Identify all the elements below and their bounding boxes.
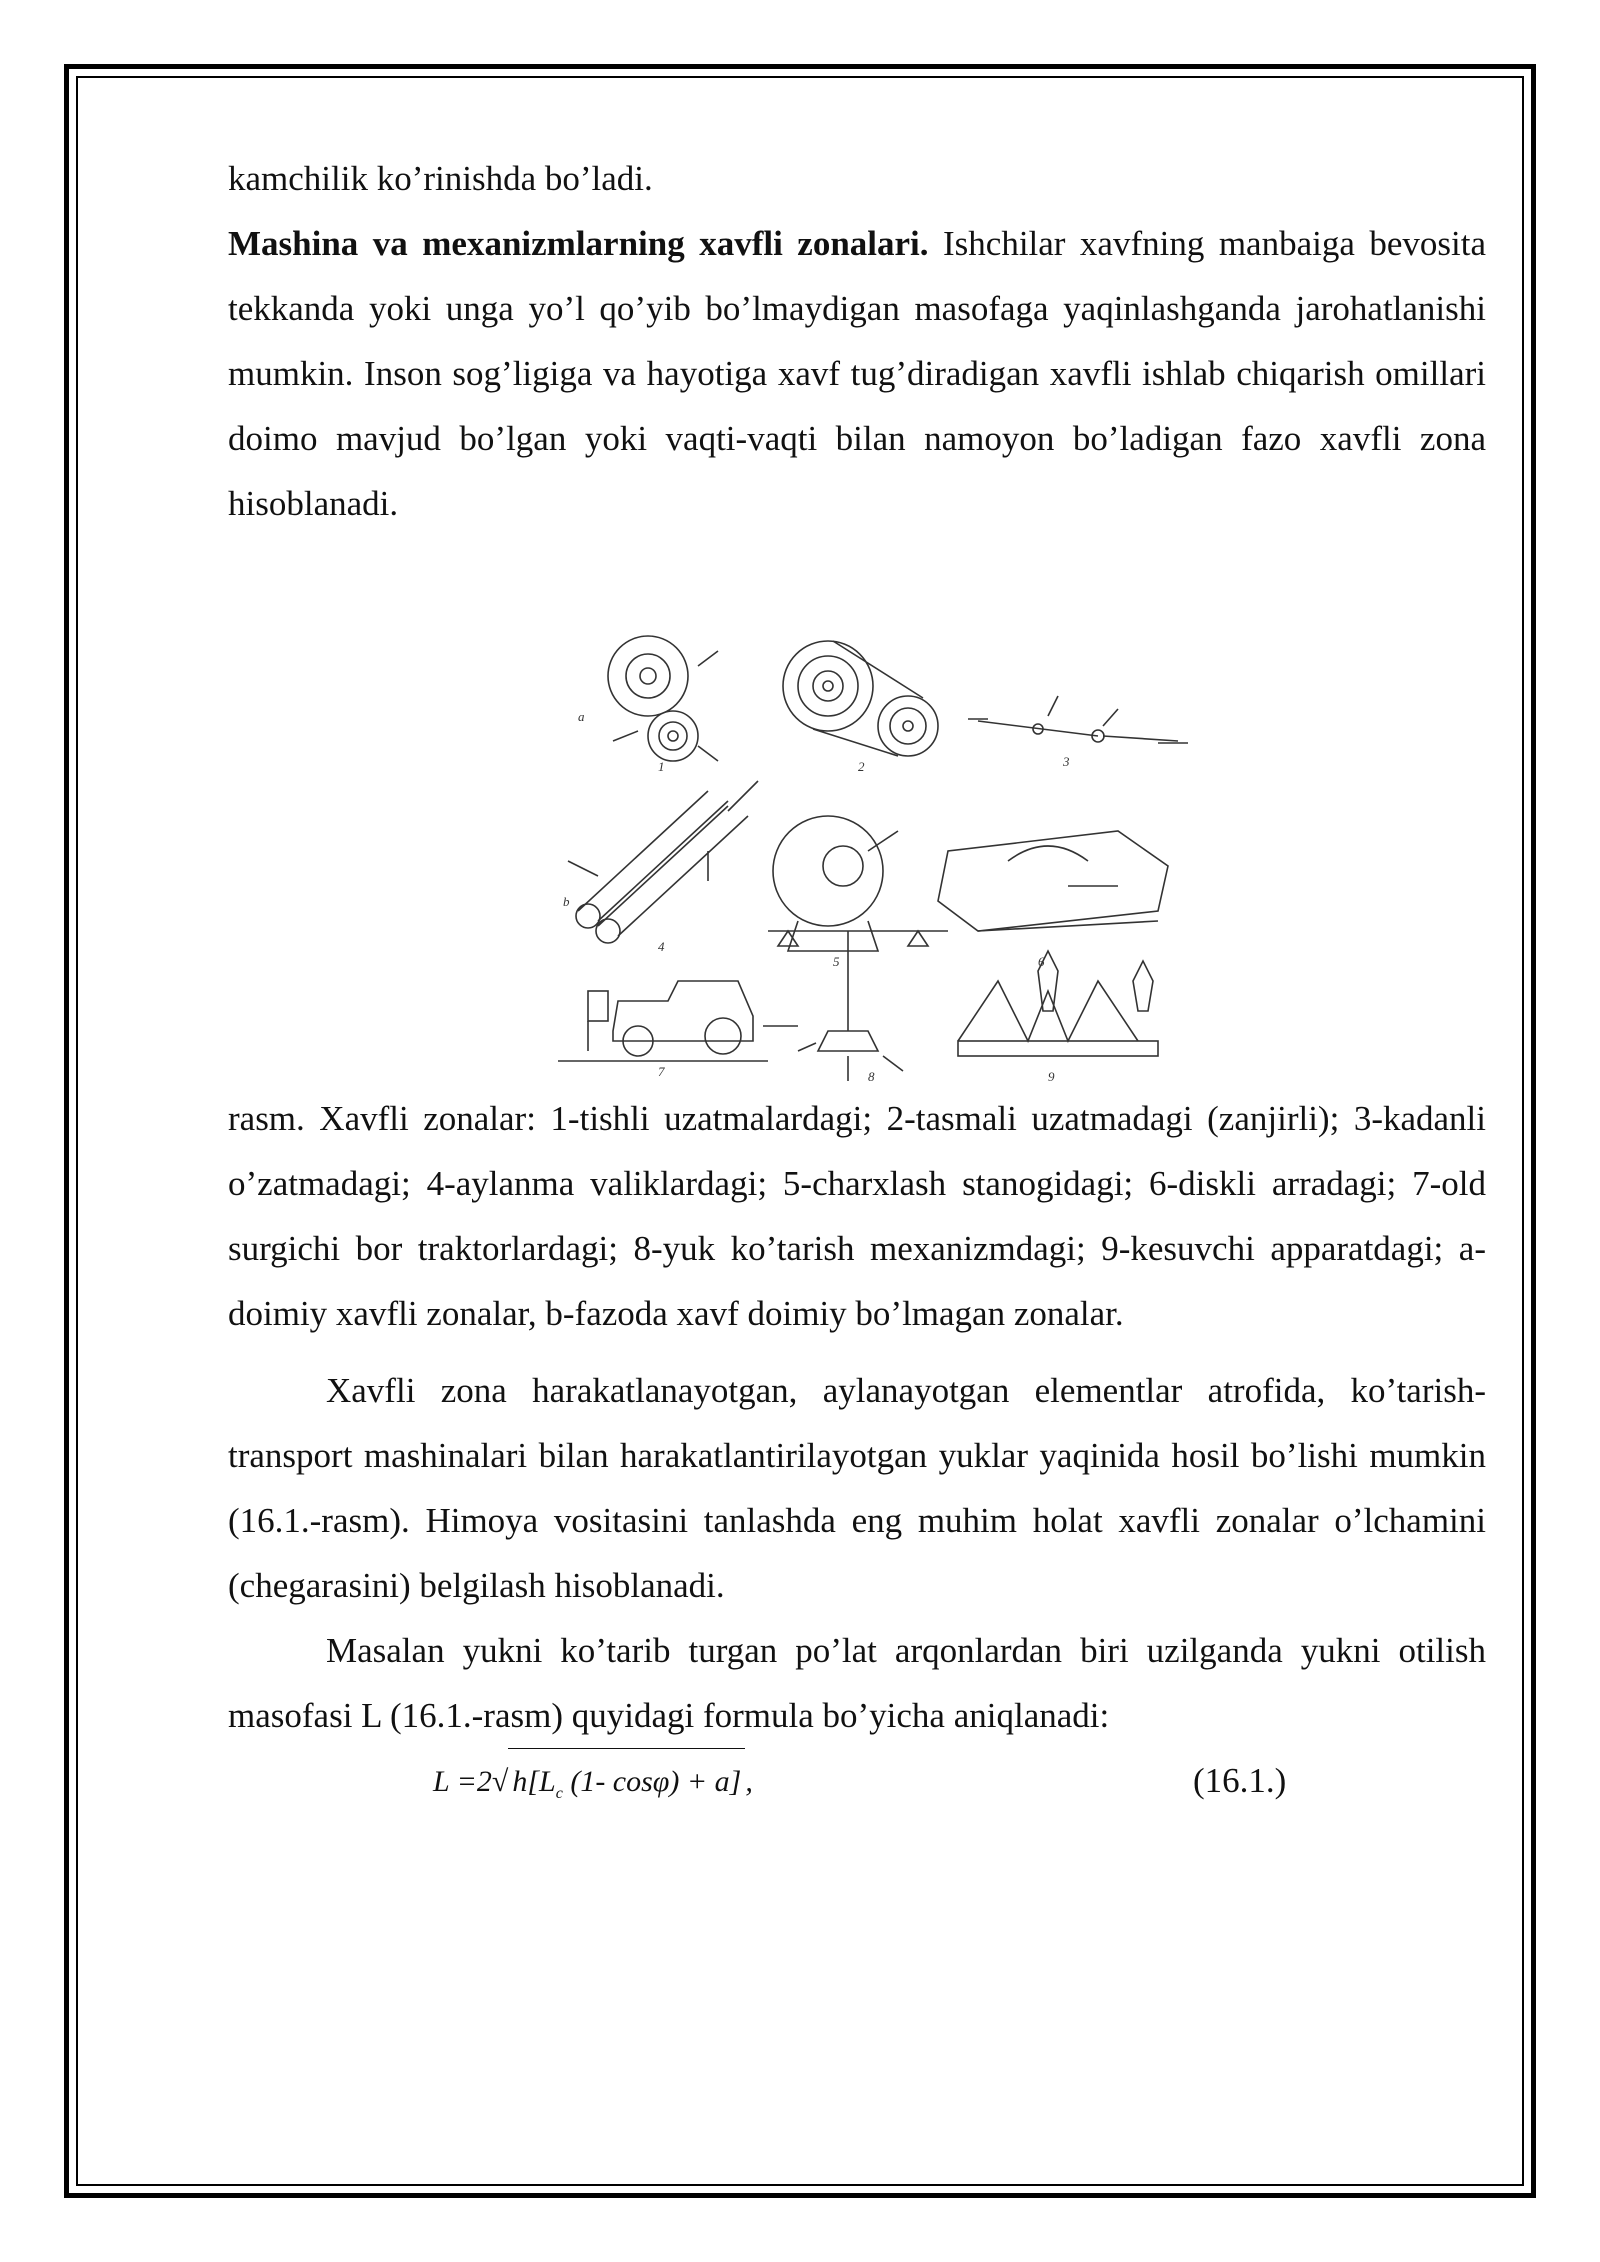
section-text: Ishchilar xavfning manbaiga bevosita tekkanda yoki unga yo’l qo’yib bo’lmaydigan masofaga yaqinlashganda jarohatlanishi mumkin. Inson sog’ligiga va hayotiga xavf tug’diradigan xavfli ishlab chiqarish omillari doimo mavjud bo’lgan yoki vaqti-vaqti bilan namoyon bo’ladigan fazo xavfli zona hisoblanadi.	[228, 224, 1486, 523]
formula-16-1	[228, 1748, 1486, 1838]
intro-line: kamchilik ko’rinishda bo’ladi.	[228, 159, 653, 198]
fig-label-4: 4	[658, 939, 665, 954]
formula-radicand: h[L	[512, 1765, 556, 1798]
formula-lhs: L =2	[433, 1765, 492, 1798]
fig-label-b: b	[563, 894, 570, 909]
tractor-drawing	[558, 981, 798, 1061]
figure-danger-zones	[228, 536, 1486, 1081]
section-title: Mashina va mexanizmlarning xavfli zonalari.	[228, 224, 929, 263]
rollers-drawing	[568, 781, 758, 943]
cutter-drawing	[958, 951, 1158, 1056]
fig-label-8: 8	[868, 1069, 875, 1081]
formula-rest: (1- cosφ) + a]	[562, 1765, 742, 1798]
fig-label-6: 6	[1038, 954, 1045, 969]
belt-drive-drawing	[783, 641, 938, 756]
crane-drawing	[768, 931, 948, 1081]
fig-label-a: a	[578, 709, 585, 724]
danger-zones-illustration	[558, 631, 1198, 1081]
fig-label-9: 9	[1048, 1069, 1055, 1081]
section-paragraph	[228, 211, 1486, 536]
disk-saw-drawing	[938, 831, 1168, 931]
formula-number: (16.1.)	[1193, 1761, 1287, 1800]
formula-radical	[508, 1748, 745, 1826]
figure-caption: rasm. Xavfli zonalar: 1-tishli uzatmalardagi; 2-tasmali uzatmadagi (zanjirli); 3-kadanli o’zatmadagi; 4-aylanma valiklardagi; 5-charxlash stanogidagi; 6-diskli arradagi; 7-old surgichi bor traktorlardagi; 8-yuk ko’tarish mexanizmdagi; 9-kesuvchi apparatdagi; a-doimiy xavfli zonalar, b-fazoda xavf doimiy bo’lmagan zonalar.	[228, 1099, 1486, 1333]
fig-label-1: 1	[658, 759, 665, 774]
paragraph-1: Xavfli zona harakatlanayotgan, aylanayotgan elementlar atrofida, ko’tarish-transport mashinalari bilan harakatlantirilayotgan yuklar yaqinida hosil bo’lishi mumkin (16.1.-rasm). Himoya vositasini tanlashda eng muhim holat xavfli zonalar o’lchamini (chegarasini) belgilash hisoblanadi.	[228, 1371, 1486, 1605]
fig-label-5: 5	[833, 954, 840, 969]
formula-expression: L =2√ $h[L_c$ (1- cosφ) + a] ,	[433, 1748, 753, 1826]
linkage-drawing	[968, 696, 1188, 743]
formula-subscript: c	[555, 1785, 563, 1802]
fig-label-3: 3	[1063, 754, 1070, 769]
fig-label-2: 2	[858, 759, 865, 774]
gear-drive-drawing	[608, 636, 718, 761]
formula-comma: ,	[745, 1765, 753, 1798]
page-content	[228, 146, 1486, 1838]
fig-label-7: 7	[658, 1064, 665, 1079]
paragraph-2: Masalan yukni ko’tarib turgan po’lat arqonlardan biri uzilganda yukni otilish masofasi L (16.1.-rasm) quyidagi formula bo’yicha aniqlanadi:	[228, 1631, 1486, 1735]
